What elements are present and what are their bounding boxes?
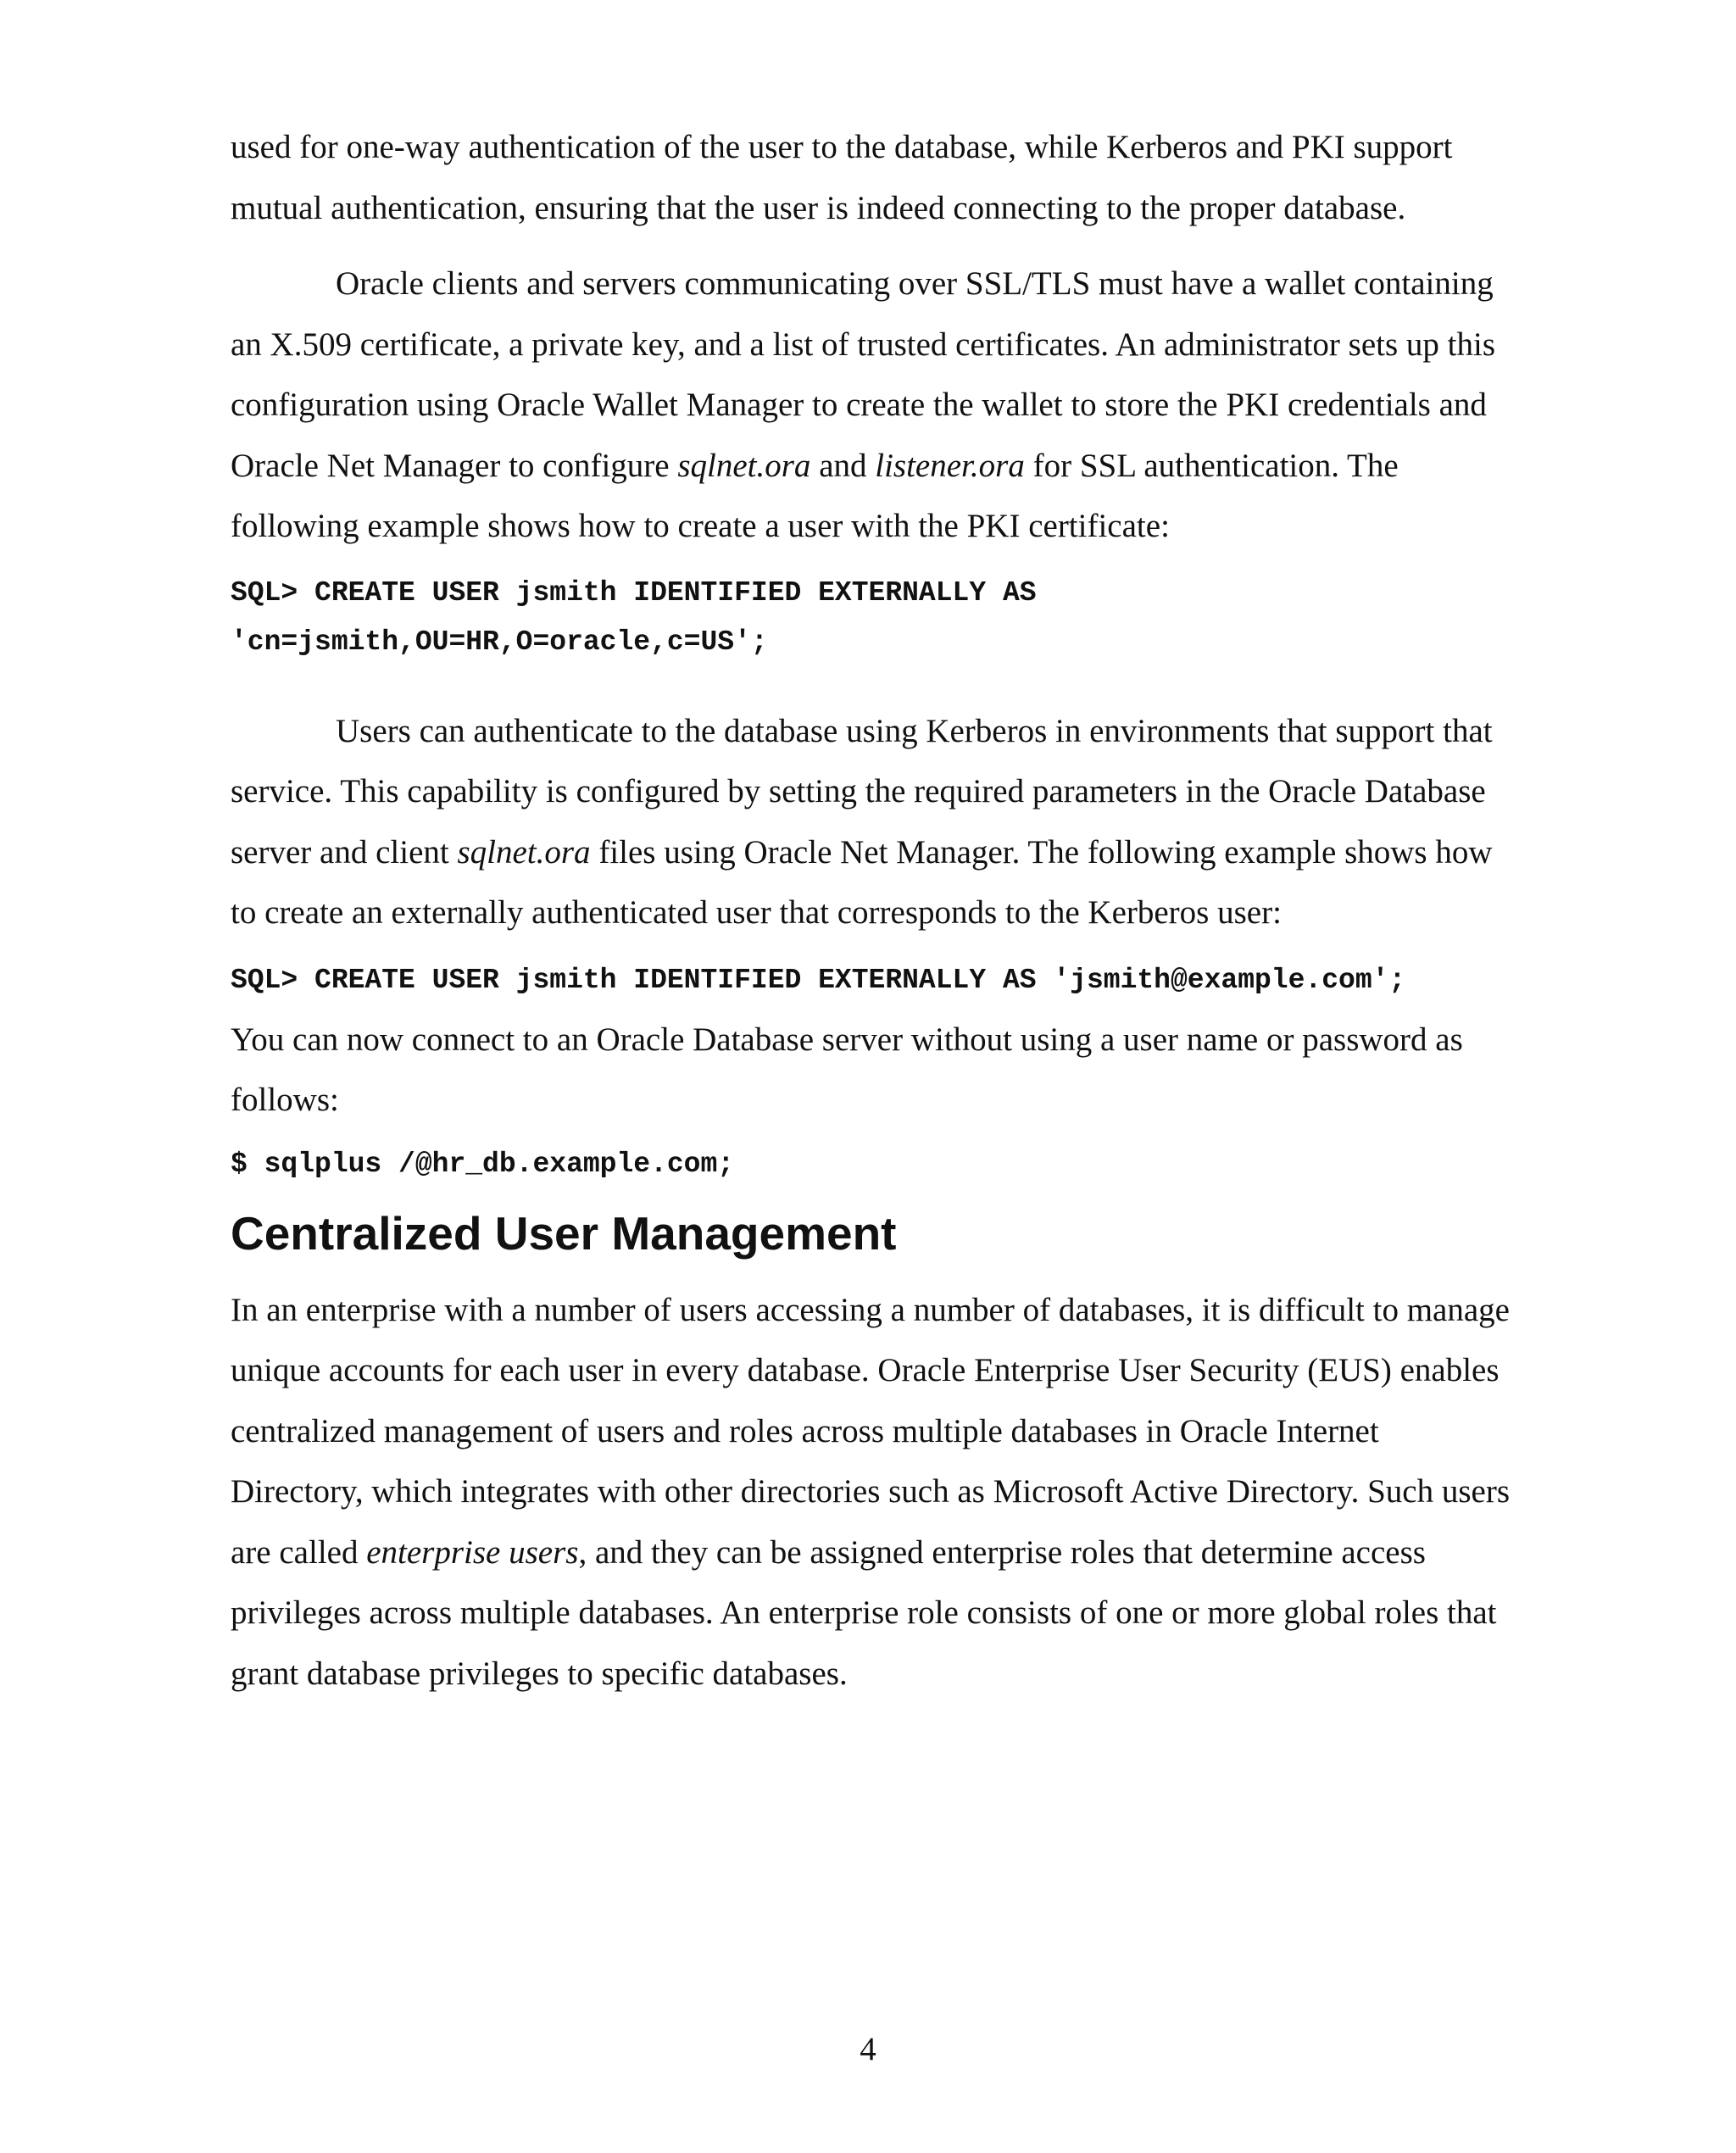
- kerberos-text-2: files using Oracle Net Manager. The following example shows how to create an externally authenticated user that corresponds to the Kerberos user:: [231, 833, 1493, 931]
- connect-paragraph: You can now connect to an Oracle Database server without using a user name or password as follows:: [231, 1021, 1463, 1118]
- intro-paragraph: used for one-way authentication of the user to the database, while Kerberos and PKI support mutual authentication, ensuring that the user is indeed connecting to the proper database.: [231, 129, 1453, 226]
- code-block-kerberos: [231, 955, 1519, 1006]
- eus-term-enterprise-users: enterprise users: [366, 1533, 579, 1571]
- ssl-paragraph: [231, 253, 1519, 557]
- document-page: [231, 117, 1519, 1704]
- eus-paragraph: [231, 1280, 1519, 1705]
- kerberos-filename-sqlnet: sqlnet.ora: [457, 833, 591, 871]
- ssl-filename-listener: listener.ora: [875, 447, 1025, 484]
- kerberos-text-1: Users can authenticate to the database using Kerberos in environments that support that service. This capability is configured by setting the required parameters in the Oracle Database server and client: [231, 712, 1493, 871]
- ssl-text-1: Oracle clients and servers communicating over SSL/TLS must have a wallet containing an X.509 certificate, a private key, and a list of trusted certificates. An administrator sets up this configuration using Oracle Wallet Manager to create the wallet to store the PKI credentials and Oracle Net Manager to configure: [231, 265, 1495, 484]
- ssl-filename-sqlnet: sqlnet.ora: [677, 447, 811, 484]
- eus-text-1: In an enterprise with a number of users accessing a number of databases, it is difficult to manage unique accounts for each user in every database. Oracle Enterprise User Security (EUS) enables centralized management of users and roles across multiple databases in Oracle Internet Directory, which integrates with other directories such as Microsoft Active Directory. Such users are called: [231, 1291, 1511, 1571]
- code-block-pki: [231, 569, 1519, 667]
- page-number: 4: [860, 2031, 876, 2067]
- section-heading: Centralized User Management: [231, 1206, 897, 1260]
- ssl-text-2: and: [810, 447, 876, 484]
- code-line: $ sqlplus /@hr_db.example.com;: [231, 1148, 735, 1180]
- code-line: SQL> CREATE USER jsmith IDENTIFIED EXTERNALLY AS 'jsmith@example.com';: [231, 964, 1406, 996]
- ssl-text-3: for SSL authentication. The following example shows how to create a user with the PKI certificate:: [231, 447, 1399, 544]
- code-block-sqlplus: [231, 1139, 1519, 1190]
- kerberos-paragraph: [231, 701, 1519, 943]
- code-line: SQL> CREATE USER jsmith IDENTIFIED EXTERNALLY AS: [231, 576, 1037, 609]
- code-line: 'cn=jsmith,OU=HR,O=oracle,c=US';: [231, 626, 768, 658]
- eus-text-2: , and they can be assigned enterprise roles that determine access privileges across multiple databases. An enterprise role consists of one or more global roles that grant database privileges to specific databases.: [231, 1533, 1497, 1692]
